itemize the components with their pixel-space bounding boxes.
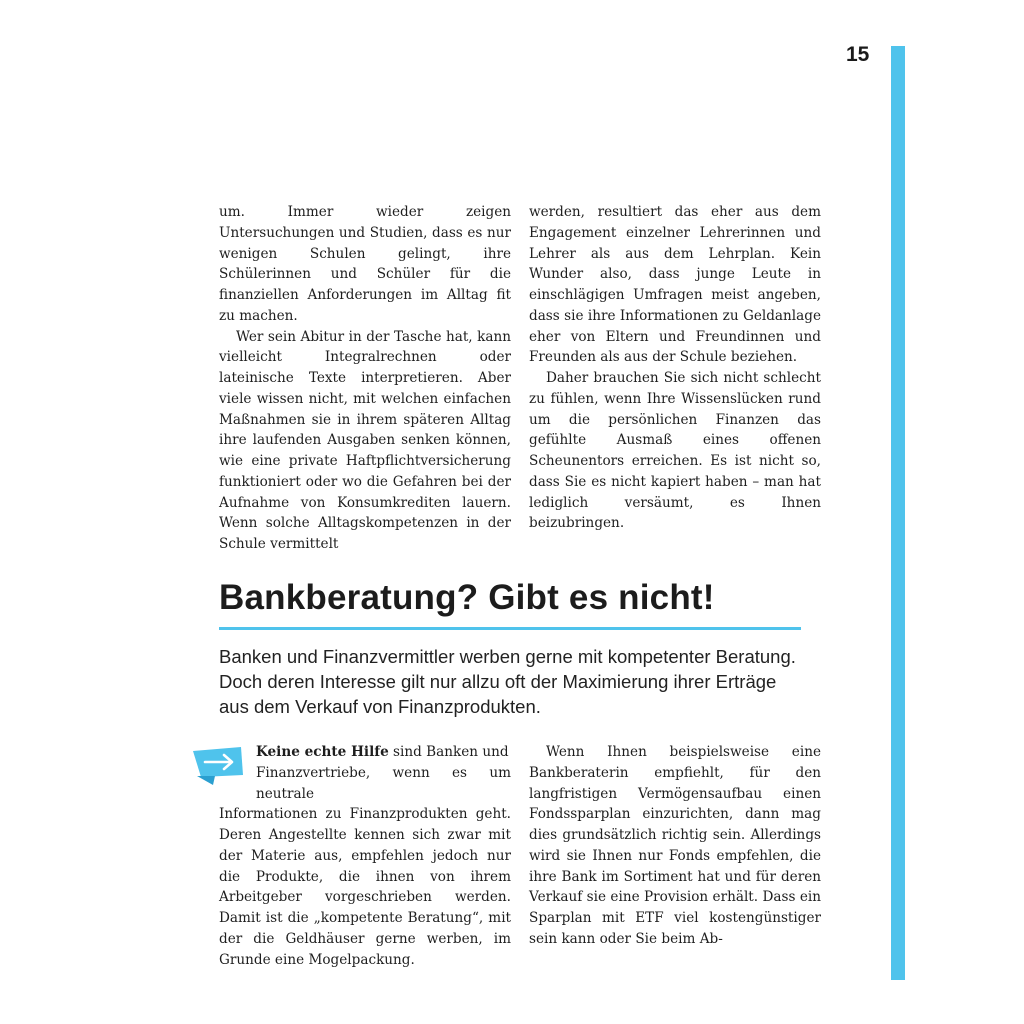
- paragraph-opening: [219, 742, 511, 763]
- paragraph: um. Immer wieder zeigen Untersuchungen und Studien, dass es nur wenigen Schulen gelingt, ihre Schülerinnen und Schüler für die finanziellen Anforderungen im Alltag fit zu machen.: [219, 204, 511, 324]
- section-heading: Bankberatung? Gibt es nicht!: [219, 578, 715, 617]
- section-lead: Banken und Finanzvermittler werben gerne mit kompetenter Beratung. Doch deren Interesse gilt nur allzu oft der Maximierung ihrer Erträge aus dem Verkauf von Finanzprodukten.: [219, 646, 796, 717]
- body-column-left-top: [219, 202, 511, 555]
- page-number: 15: [846, 43, 870, 66]
- paragraph: Wenn Ihnen beispielsweise eine Bankberaterin empfiehlt, für den langfristigen Vermögensaufbau einen Fondssparplan einzurichten, dann mag dies grundsätzlich richtig sein. Allerdings wird sie Ihnen nur Fonds empfehlen, die ihre Bank im Sortiment hat und für deren Verkauf sie eine Provision erhält. Dass ein Sparplan mit ETF viel kostengünstiger sein kann oder Sie beim Ab-: [529, 744, 821, 947]
- paragraph-rest: Informationen zu Finanzprodukten geht. Deren Angestellte kennen sich zwar mit der Materie aus, empfehlen jedoch nur die Produkte, die ihnen von ihrem Arbeitgeber vorgeschrieben werden. Damit ist die „kompetente Beratung“, mit der die Geldhäuser gerne werben, im Grunde eine Mogelpackung.: [219, 806, 511, 968]
- paragraph: werden, resultiert das eher aus dem Engagement einzelner Lehrerinnen und Lehrer als aus dem Lehrplan. Kein Wunder also, dass junge Leute in einschlägigen Umfragen meist angeben, dass sie ihre Informationen zu Geldanlage eher von Eltern und Freundinnen und Freunden als aus der Schule beziehen.: [529, 204, 821, 366]
- body-column-right-bottom: [529, 742, 821, 950]
- body-column-left-bottom: [219, 742, 511, 970]
- opening-line-rest: sind Banken und: [388, 744, 509, 760]
- body-column-right-top: [529, 202, 821, 534]
- accent-side-bar: [891, 46, 905, 980]
- bold-lead-in: Keine echte Hilfe: [256, 744, 389, 760]
- opening-line-two: Finanzvertriebe, wenn es um neutrale: [256, 764, 511, 802]
- heading-underline: [219, 627, 801, 630]
- paragraph: Daher brauchen Sie sich nicht schlecht zu fühlen, wenn Ihre Wissenslücken rund um die persönlichen Finanzen das gefühlte Ausmaß eines offenen Scheunentors erreichen. Es ist nicht so, dass Sie es nicht kapiert haben – man hat lediglich versäumt, es Ihnen beizubringen.: [529, 370, 821, 532]
- paragraph: [219, 742, 511, 970]
- paragraph: Wer sein Abitur in der Tasche hat, kann vielleicht Integralrechnen oder lateinische Texte interpretieren. Aber viele wissen nicht, mit welchen einfachen Maßnahmen sie in ihrem späteren Alltag ihre laufenden Ausgaben senken können, wie eine private Haftpflichtversicherung funktioniert oder wo die Gefahren bei der Aufnahme von Konsumkrediten lauern. Wenn solche Alltagskompetenzen in der Schule vermittelt: [219, 328, 511, 552]
